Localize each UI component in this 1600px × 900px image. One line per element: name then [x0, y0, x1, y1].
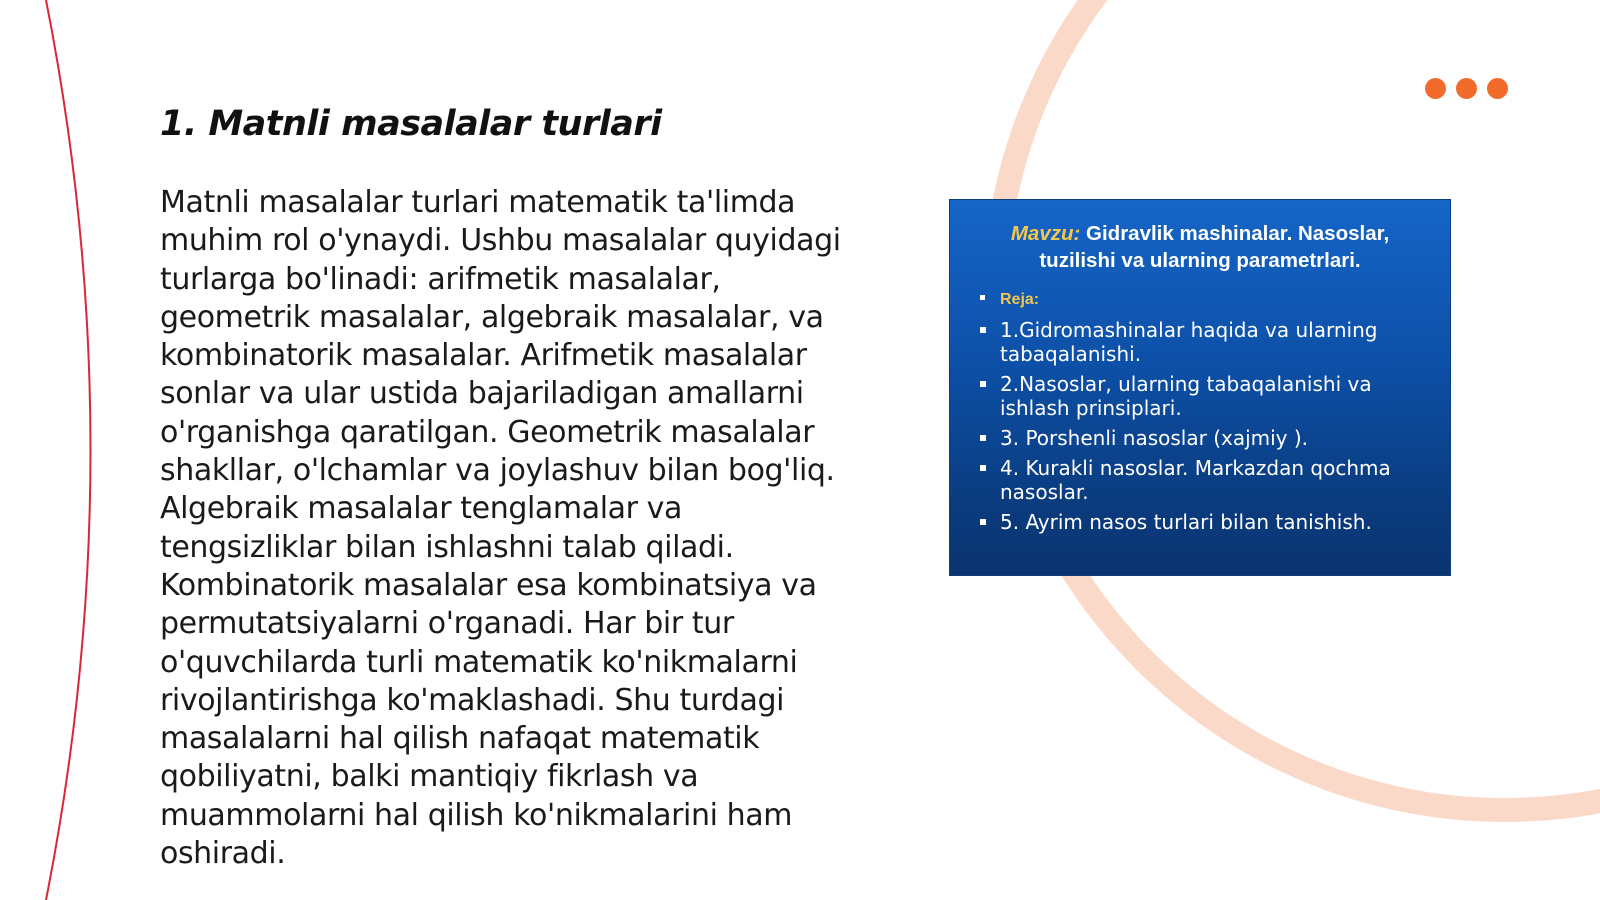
plan-item-text: 1.Gidromashinalar haqida va ularning tabaqalanishi. — [1000, 318, 1378, 366]
square-bullet-icon — [980, 465, 986, 471]
plan-item — [980, 426, 1420, 450]
plan-list — [980, 288, 1420, 534]
embedded-topic-text: Gidravlik mashinalar. Nasoslar, tuzilishi va ularning parametrlari. — [1039, 222, 1390, 272]
plan-item-text: 3. Porshenli nasoslar (xajmiy ). — [1000, 426, 1309, 450]
plan-item-text: 5. Ayrim nasos turlari bilan tanishish. — [1000, 510, 1372, 534]
decorative-left-curve — [46, 0, 91, 900]
decorative-dots — [1425, 78, 1508, 99]
embedded-slide-heading — [980, 220, 1420, 274]
embedded-slide-image — [950, 200, 1450, 575]
plan-item-text: 4. Kurakli nasoslar. Markazdan qochma nasoslar. — [1000, 456, 1391, 504]
plan-item — [980, 372, 1420, 420]
square-bullet-icon — [980, 435, 986, 441]
plan-item-text: 2.Nasoslar, ularning tabaqalanishi va ishlash prinsiplari. — [1000, 372, 1372, 420]
orange-dot — [1487, 78, 1508, 99]
square-bullet-icon — [980, 519, 986, 525]
reja-label: Reja: — [1000, 291, 1040, 308]
plan-item — [980, 318, 1420, 366]
slide-title: 1. Matnli masalalar turlari — [160, 104, 662, 144]
slide-body-text: Matnli masalalar turlari matematik ta'limda muhim rol o'ynaydi. Ushbu masalalar quyidagi turlarga bo'linadi: arifmetik masalalar, geometrik masalalar, algebraik masalalar, va kombinatorik masalalar. Arifmetik masalalar sonlar va ular ustida bajariladigan amallarni o'rganishga qaratilgan. Geometrik masalalar shakllar, o'lchamlar va joylashuv bilan bog'liq. Algebraik masalalar tenglamalar va tengsizliklar bilan ishlashni talab qiladi. Kombinatorik masalalar esa kombinatsiya va permutatsiyalarni o'rganadi. Har bir tur o'quvchilarda turli matematik ko'nikmalarni rivojlantirishga ko'maklashadi. Shu turdagi masalalarni hal qilish nafaqat matematik qobiliyatni, balki mantiqiy fikrlash va muammolarni hal qilish ko'nikmalarini ham oshiradi. — [160, 185, 841, 872]
orange-dot — [1456, 78, 1477, 99]
square-bullet-icon — [980, 295, 985, 300]
square-bullet-icon — [980, 381, 986, 387]
square-bullet-icon — [980, 327, 986, 333]
reja-label-item — [980, 288, 1420, 312]
mavzu-label: Mavzu: — [1010, 222, 1081, 245]
plan-item — [980, 510, 1420, 534]
orange-dot — [1425, 78, 1446, 99]
plan-item — [980, 456, 1420, 504]
